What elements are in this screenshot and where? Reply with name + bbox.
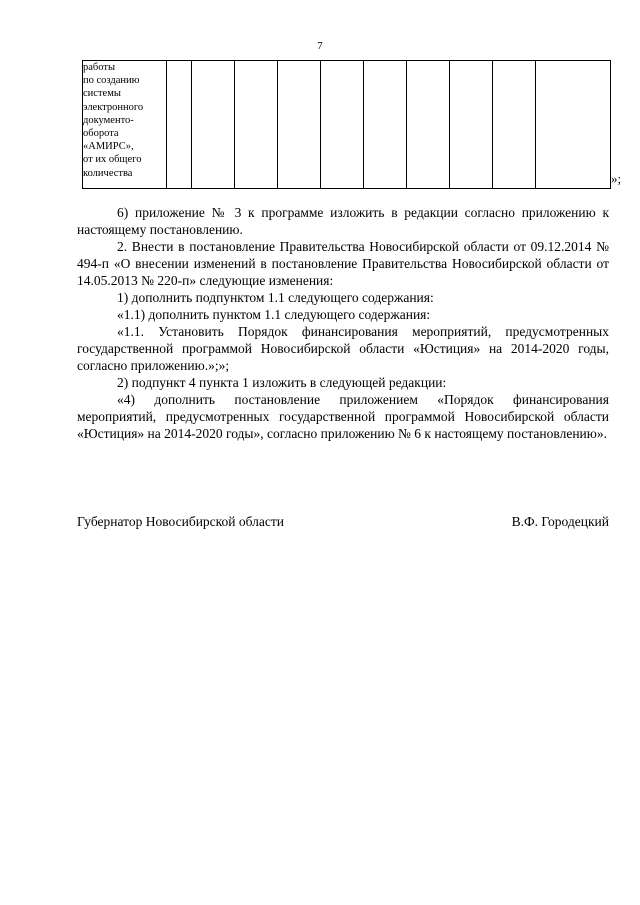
cell-text-line: количества bbox=[83, 167, 133, 179]
paragraph: 6) приложение № 3 к программе изложить в редакции согласно приложению к настоящему постановлению. bbox=[77, 205, 609, 237]
paragraph: 2) подпункт 4 пункта 1 изложить в следующей редакции: bbox=[117, 375, 447, 390]
paragraph: «1.1. Установить Порядок финансирования мероприятий, предусмотренных государственной программой Новосибирской области «Юстиция» на 2014-2020 годы, согласно приложению.»;»; bbox=[77, 324, 609, 373]
cell-text-line: по созданию bbox=[83, 75, 140, 87]
paragraph: «1.1) дополнить пунктом 1.1 следующего содержания: bbox=[117, 307, 431, 322]
empty-cell bbox=[278, 61, 321, 189]
empty-cell bbox=[321, 61, 364, 189]
continued-table bbox=[82, 60, 611, 189]
signature-name: В.Ф. Городецкий bbox=[511, 514, 609, 529]
paragraph: 1) дополнить подпунктом 1.1 следующего содержания: bbox=[117, 290, 434, 305]
indicator-name-cell bbox=[83, 61, 167, 189]
cell-text-line: от их общего bbox=[83, 154, 142, 166]
cell-text-line: «АМИРС», bbox=[83, 141, 134, 153]
cell-text-line: документо- bbox=[83, 114, 134, 126]
empty-cell bbox=[364, 61, 407, 189]
empty-cell bbox=[192, 61, 235, 189]
cell-text-line: системы bbox=[83, 88, 121, 100]
document-body bbox=[77, 204, 609, 442]
paragraph: «4) дополнить постановление приложением «Порядок финансирования мероприятий, предусмотренных государственной программой Новосибирской области «Юстиция» на 2014-2020 годы», согласно приложению № 6 к настоящему постановлению». bbox=[77, 392, 609, 441]
empty-cell bbox=[235, 61, 278, 189]
empty-cell bbox=[450, 61, 493, 189]
table-closing-mark: »; bbox=[611, 171, 622, 186]
table-row bbox=[83, 61, 611, 189]
cell-text-line: оборота bbox=[83, 128, 119, 140]
signature-title: Губернатор Новосибирской области bbox=[77, 514, 285, 529]
paragraph: 2. Внести в постановление Правительства Новосибирской области от 09.12.2014 № 494-п «О внесении изменений в постановление Правительства Новосибирской области от 14.05.2013 № 220-п» следующие изменения: bbox=[77, 239, 609, 288]
empty-cell bbox=[493, 61, 536, 189]
empty-cell bbox=[407, 61, 450, 189]
page-number: 7 bbox=[317, 40, 323, 52]
empty-cell bbox=[536, 61, 611, 189]
empty-cell bbox=[167, 61, 192, 189]
cell-text-line: работы bbox=[83, 62, 116, 73]
cell-text-line: электронного bbox=[83, 101, 144, 113]
